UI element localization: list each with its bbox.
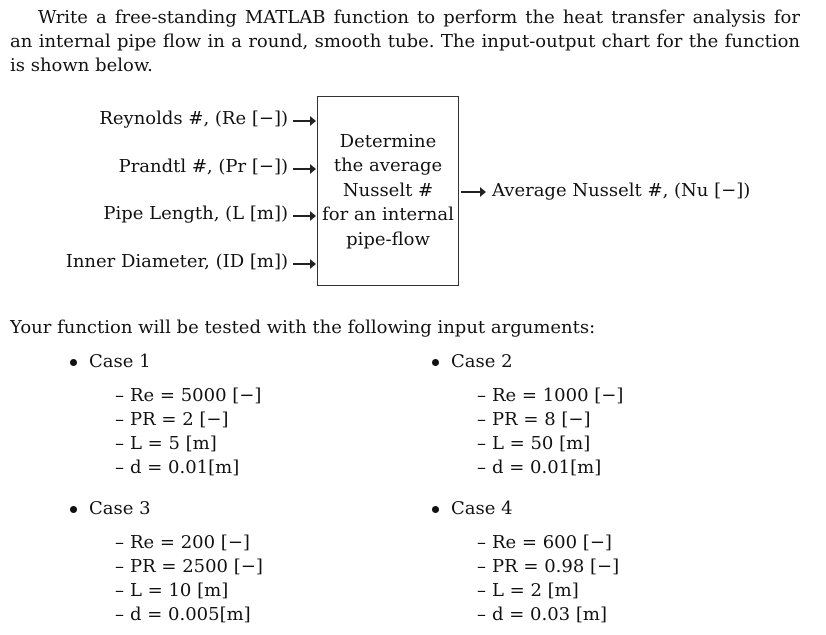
param-text: d = 0.03 [m]	[492, 604, 607, 625]
function-box-line: pipe-flow	[346, 228, 430, 250]
bullet-icon	[432, 359, 439, 366]
input-arrow-inner-diameter	[293, 263, 315, 265]
param-text: L = 2 [m]	[492, 580, 579, 601]
output-label-nusselt: Average Nusselt #, (Nu [−])	[492, 180, 751, 201]
problem-statement: Write a free-standing MATLAB function to perform the heat transfer analysis for an internal pipe flow in a round, smooth tube. The input-output chart for the function is shown below.	[10, 7, 800, 76]
input-arrow-reynolds	[293, 120, 315, 122]
function-box-line: for an internal	[322, 204, 454, 226]
param-item: – PR = 2 [−]	[115, 409, 229, 430]
param-item: – L = 2 [m]	[477, 580, 579, 601]
param-item: – d = 0.01[m]	[477, 457, 602, 478]
input-label-reynolds: Reynolds #, (Re [−])	[99, 108, 288, 129]
case-block	[70, 351, 261, 480]
param-text: d = 0.01[m]	[130, 457, 240, 478]
param-text: Re = 600 [−]	[492, 532, 612, 553]
case-title	[70, 498, 263, 520]
param-text: Re = 5000 [−]	[130, 385, 262, 406]
input-label-pipe-length: Pipe Length, (L [m])	[103, 203, 288, 224]
case-params	[70, 384, 261, 480]
function-box	[317, 96, 459, 286]
case-title	[432, 351, 623, 373]
param-text: d = 0.005[m]	[130, 604, 251, 625]
case-title-text: Case 2	[451, 351, 513, 372]
bullet-icon	[70, 506, 77, 513]
test-intro-text: Your function will be tested with the following input arguments:	[10, 317, 596, 338]
case-title	[432, 498, 619, 520]
param-item: – d = 0.01[m]	[115, 457, 240, 478]
param-text: PR = 2 [−]	[130, 409, 229, 430]
param-item: – Re = 200 [−]	[115, 532, 250, 553]
function-box-line: Nusselt #	[342, 179, 434, 201]
case-block	[432, 351, 623, 480]
param-text: d = 0.01[m]	[492, 457, 602, 478]
param-item: – L = 5 [m]	[115, 433, 217, 454]
function-box-line: Determine	[339, 130, 437, 152]
param-item: – d = 0.03 [m]	[477, 604, 607, 625]
param-text: PR = 8 [−]	[492, 409, 591, 430]
output-arrow	[461, 191, 485, 193]
param-text: Re = 200 [−]	[130, 532, 250, 553]
param-text: PR = 2500 [−]	[130, 556, 263, 577]
case-block	[432, 498, 619, 627]
param-text: PR = 0.98 [−]	[492, 556, 620, 577]
case-title-text: Case 1	[89, 351, 151, 372]
bullet-icon	[432, 506, 439, 513]
param-item: – Re = 5000 [−]	[115, 385, 262, 406]
case-params	[432, 531, 619, 627]
param-item: – PR = 0.98 [−]	[477, 556, 620, 577]
case-title-text: Case 4	[451, 498, 513, 519]
input-label-prandtl: Prandtl #, (Pr [−])	[118, 156, 288, 177]
param-item: – L = 50 [m]	[477, 433, 591, 454]
param-text: L = 10 [m]	[130, 580, 229, 601]
param-item: – d = 0.005[m]	[115, 604, 251, 625]
input-arrow-prandtl	[293, 168, 315, 170]
case-params	[432, 384, 623, 480]
param-text: L = 5 [m]	[130, 433, 217, 454]
param-text: L = 50 [m]	[492, 433, 591, 454]
param-item: – PR = 2500 [−]	[115, 556, 263, 577]
case-params	[70, 531, 263, 627]
case-block	[70, 498, 263, 627]
param-item: – PR = 8 [−]	[477, 409, 591, 430]
case-title-text: Case 3	[89, 498, 151, 519]
param-item: – L = 10 [m]	[115, 580, 229, 601]
input-arrow-pipe-length	[293, 215, 315, 217]
function-box-line: the average	[333, 155, 443, 177]
case-title	[70, 351, 261, 373]
input-output-diagram	[0, 95, 826, 295]
param-item: – Re = 600 [−]	[477, 532, 612, 553]
param-item: – Re = 1000 [−]	[477, 385, 624, 406]
input-label-inner-diameter: Inner Diameter, (ID [m])	[65, 251, 288, 272]
param-text: Re = 1000 [−]	[492, 385, 624, 406]
bullet-icon	[70, 359, 77, 366]
